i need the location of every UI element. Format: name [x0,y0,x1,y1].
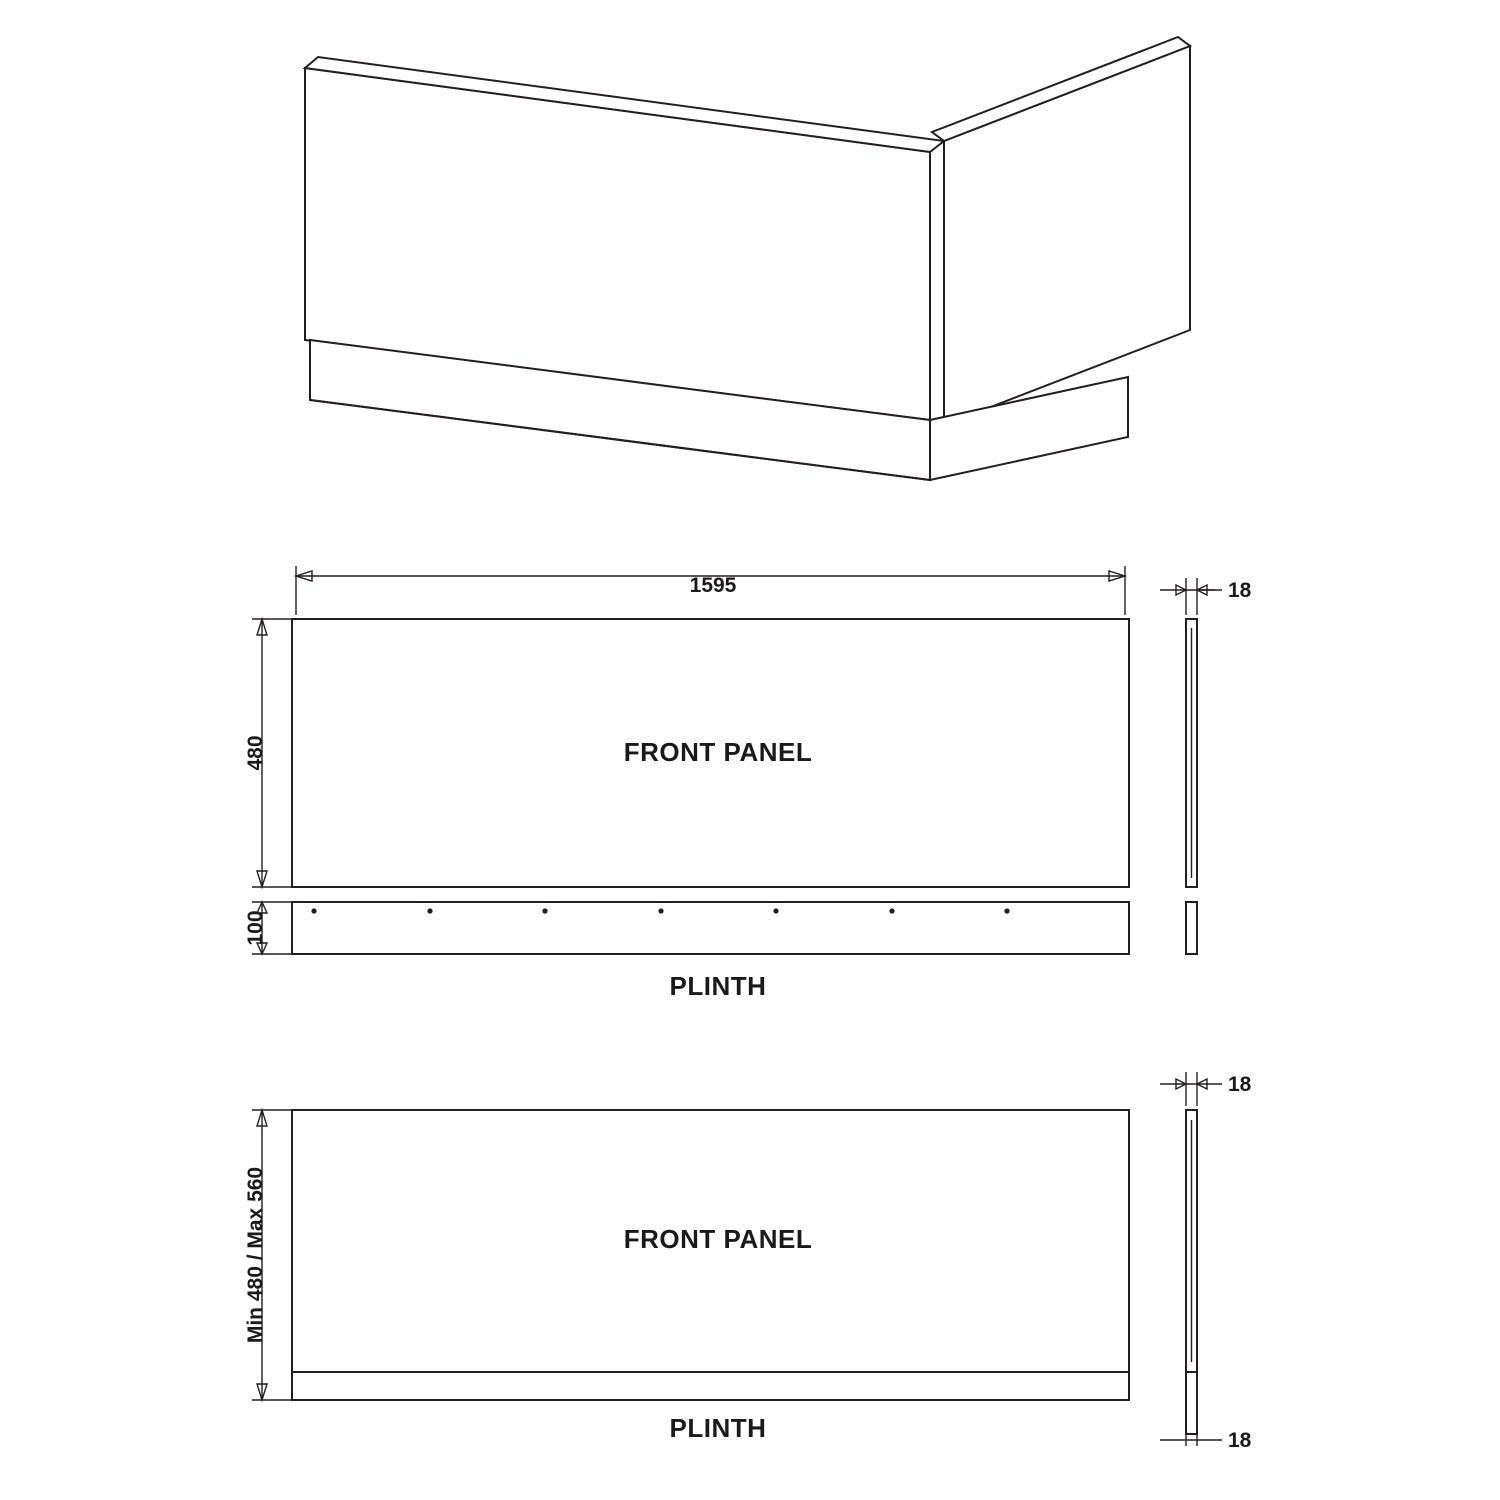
front-panel-label-adjustable: FRONT PANEL [623,1224,813,1254]
plinth-label-adjustable: PLINTH [669,1413,767,1443]
front-elevation-adjustable [244,1072,1252,1452]
front-elevation-fixed [244,566,1252,1001]
front-panel-label-fixed: FRONT PANEL [623,737,813,767]
thickness-dimension-18-top: 18 [1228,1073,1252,1096]
thickness-dimension-18-middle: 18 [1228,579,1252,602]
thickness-dimension-18-bottom: 18 [1228,1429,1252,1452]
isometric-view [305,37,1190,480]
panel-height-dimension-min-max: Min 480 / Max 560 [244,1166,267,1344]
plinth-height-dimension-100: 100 [244,910,267,946]
plinth-label-fixed: PLINTH [669,971,767,1001]
panel-height-dimension-480: 480 [244,735,267,771]
width-dimension-1595: 1595 [689,574,737,597]
